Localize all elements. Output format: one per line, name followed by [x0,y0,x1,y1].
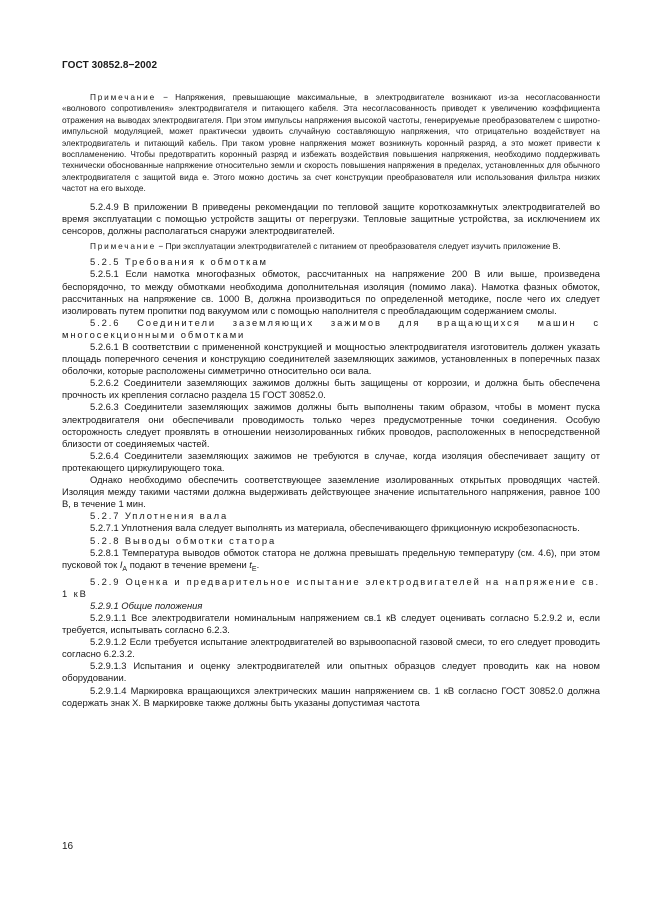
section-heading: 5.2.9 Оценка и предварительное испытание электродвигателей на напряжение св. 1 кВ [62,575,600,599]
body-paragraph: Однако необходимо обеспечить соответствующее заземление изолированных открытых проводящих частей. Изоляция между такими частями должна выдерживать действующее значение испытательного напряжения, равное 100 В, в течение 1 мин. [62,474,600,510]
clause-5-2-4-9: 5.2.4.9 В приложении В приведены рекомендации по тепловой защите короткозамкнутых электродвигателей во время эксплуатации с помощью устройств защиты от перегрузки. Тепловые защитные устройства, за исключением их сенсоров, должны располагаться снаружи электродвигателей. [62,200,600,236]
clause-5-2-7-1: 5.2.7.1 Уплотнения вала следует выполнять из материала, обеспечивающего фрикционную искробезопасность. [90,522,580,534]
time-subscript: Е [251,565,257,573]
document-header: ГОСТ 30852.8−2002 [62,60,158,71]
clause-5-2-9-1-3: 5.2.9.1.3 Испытания и оценку электродвигателей или опытных образцов следует проводить как на новом оборудовании. [62,660,600,684]
subsection-title: 5.2.9.1 Общие положения [90,599,203,611]
clause-5-2-9-1-2: 5.2.9.1.2 Если требуется испытание электродвигателей во взрывоопасной газовой смеси, то его следует проводить согласно 6.2.3.2. [62,636,600,660]
current-subscript: А [122,565,128,573]
note-paragraph [62,241,600,252]
page-number: 16 [62,841,74,852]
clause-5-2-6-1: 5.2.6.1 В соответствии с примененной конструкцией и мощностью электродвигателя изготовитель должен указать площадь поперечного сечения и конструкцию соединителей заземляющих зажимов, установленных в поперечных пазах оболочки, которые расположены симметрично относительно оси вала. [62,341,600,377]
note-text: − Напряжения, превышающие максимальные, в электродвигателе возникают из-за несогласованности «волнового сопротивления» электродвигателя и питающего кабеля. Эта несогласованность приводет к увеличению коэффициента отражения на выводах электродвигателя. При этом импульсы напряжения высокой частоты, генерируемые преобразователем с широтно-импульсной модуляцией, может практически удвоить случайную составляющую напряжения, что отрицательно воздействует на электродвигатель и питающий кабель. При таком уровне напряжения может возникнуть коронный разряд, а это может привести к воспламенению. Чтобы предотвратить коронный разряд и избежать воздействия повышения напряжения, необходимо поддерживать технически обоснованные напряжение относительно земли и скорость повышения напряжения в пределах, установленных для обычного электродвигателя с защитой вида е. Этого можно достичь за счет конструкции преобразователя или использования фильтра низких частот на его выходе. [62,92,600,194]
time-symbol: t [249,558,252,570]
section-heading: 5.2.8 Выводы обмотки статора [90,534,277,546]
note-text: − При эксплуатации электродвигателей с питанием от преобразователя следует изучить приложение В. [158,240,561,251]
clause-text: подают в течение времени [127,558,250,570]
section-heading: 5.2.5 Требования к обмоткам [90,256,268,268]
page-content [62,92,600,709]
clause-5-2-9-1-4: 5.2.9.1.4 Маркировка вращающихся электрических машин напряжением св. 1 кВ согласно ГОСТ 30852.0 должна содержать знак Х. В маркировке также должны быть указаны допустимая частота [62,684,600,708]
clause-text: 5.2.8.1 Температура выводов обмоток статора не должна превышать предельную температуру (см. 4.6), при этом пусковой ток [62,546,600,570]
note-label: Примечание [90,92,157,102]
section-heading: 5.2.7 Уплотнения вала [90,510,229,522]
clause-5-2-6-4: 5.2.6.4 Соединители заземляющих зажимов не требуются в случае, когда изоляция обеспечивает защиту от протекающего циркулирующего тока. [62,449,600,473]
clause-5-2-8-1 [62,547,600,576]
clause-5-2-9-1-1: 5.2.9.1.1 Все электродвигатели номинальным напряжением св.1 кВ следует оценивать согласно 5.2.9.2 и, если требуется, испытывать согласно 6.2.3. [62,611,600,636]
section-heading: 5.2.6 Соединители заземляющих зажимов для вращающихся машин с многосекционными обмотками [62,316,600,340]
clause-5-2-5-1: 5.2.5.1 Если намотка многофазных обмоток, рассчитанных на напряжение 200 В или выше, произведена беспорядочно, то между обмотками необходима дополнительная изоляция (помимо лака). Намотка фазных обмоток, рассчитанных на напряжение св. 1000 В, должна производиться по определенной методике, после чего их следует изолировать путем пропитки под вакуумом или с помощью наполнителя с преобладающим содержанием смолы. [62,268,600,316]
note-paragraph [62,92,600,195]
current-symbol: I [119,558,123,570]
clause-5-2-6-2: 5.2.6.2 Соединители заземляющих зажимов должны быть защищены от коррозии, и должна быть обеспечена прочность их крепления согласно раздела 15 ГОСТ 30852.0. [62,377,600,401]
clause-text: . [256,558,260,570]
clause-5-2-6-3: 5.2.6.3 Соединители заземляющих зажимов должны быть выполнены таким образом, чтобы в момент пуска электродвигателя они обеспечивали проводимость только через предусмотренные точки соединения. Особую осторожность следует проявлять в отношении неизолированных гибких проводов, расположенных в непосредственной близости от соединяемых частей. [62,401,600,449]
note-label: Примечание [90,240,157,251]
